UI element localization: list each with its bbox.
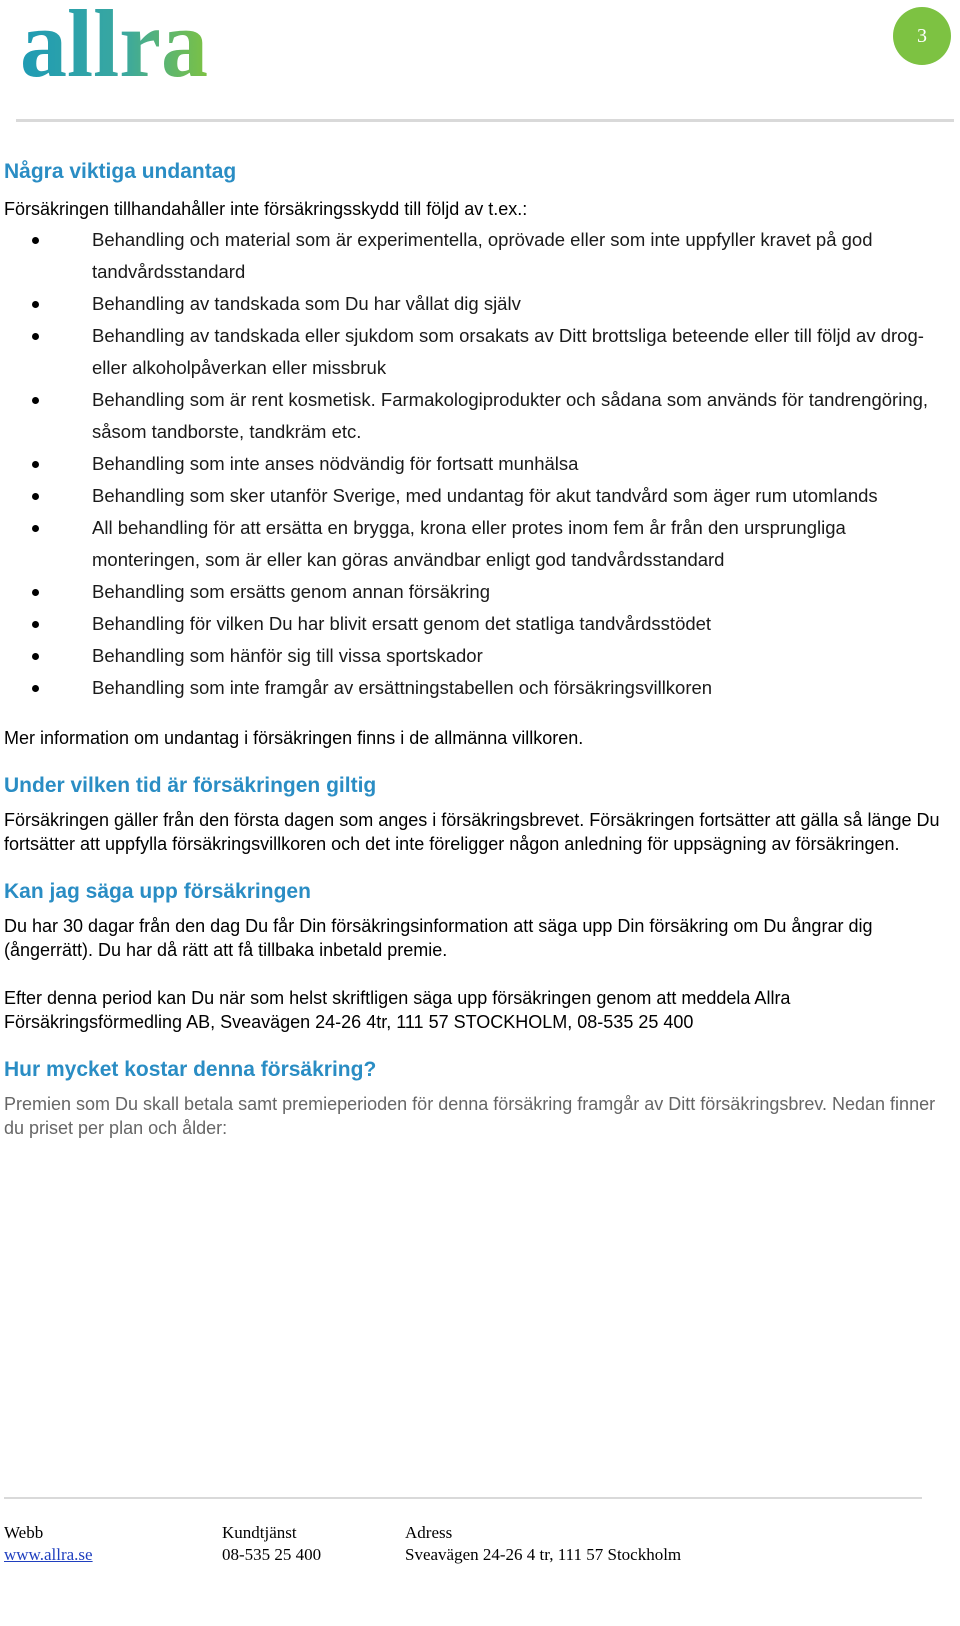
cost-text: Premien som Du skall betala samt premieperioden för denna försäkring framgår av Ditt försäkringsbrev. Nedan finner du priset per plan och ålder: — [4, 1094, 936, 1138]
section-title-validity: Under vilken tid är försäkringen giltig — [4, 774, 377, 797]
header-divider — [16, 119, 954, 122]
footer-web — [4, 1522, 93, 1566]
list-item: Behandling och material som är experimentella, oprövade eller som inte uppfyller kravet på god tandvårdsstandard — [4, 224, 954, 288]
section-title-cost: Hur mycket kostar denna försäkring? — [4, 1058, 377, 1081]
page-number-badge — [893, 7, 951, 65]
allra-logo — [20, 0, 210, 84]
footer-address-label: Adress — [405, 1523, 453, 1542]
list-item: Behandling som ersätts genom annan försäkring — [4, 576, 954, 608]
section-title-cancel: Kan jag säga upp försäkringen — [4, 880, 311, 903]
bullet-icon — [32, 333, 39, 340]
footer-service-phone: 08-535 25 400 — [222, 1545, 322, 1564]
section-title-exceptions: Några viktiga undantag — [4, 160, 237, 183]
list-item: Behandling som inte framgår av ersättningstabellen och försäkringsvillkoren — [4, 672, 954, 704]
bullet-icon — [32, 461, 39, 468]
list-item: Behandling som sker utanför Sverige, med undantag för akut tandvård som äger rum utomlands — [4, 480, 954, 512]
exceptions-more-info: Mer information om undantag i försäkringen finns i de allmänna villkoren. — [4, 728, 584, 748]
bullet-icon — [32, 589, 39, 596]
list-item: Behandling av tandskada som Du har vållat dig själv — [4, 288, 954, 320]
bullet-icon — [32, 493, 39, 500]
footer-divider — [4, 1497, 922, 1499]
exceptions-intro: Försäkringen tillhandahåller inte försäkringsskydd till följd av t.ex.: — [4, 199, 528, 219]
bullet-icon — [32, 685, 39, 692]
document-body — [4, 150, 954, 1140]
list-item: Behandling som inte anses nödvändig för fortsatt munhälsa — [4, 448, 954, 480]
list-item: Behandling som hänför sig till vissa sportskador — [4, 640, 954, 672]
bullet-icon — [32, 397, 39, 404]
footer-address — [405, 1522, 681, 1566]
footer-service — [222, 1522, 321, 1566]
cancel-text-1: Du har 30 dagar från den dag Du får Din försäkringsinformation att säga upp Din försäkring om Du ångrar dig (ångerrätt). Du har då rätt att få tillbaka inbetald premie. — [4, 916, 873, 960]
bullet-icon — [32, 301, 39, 308]
bullet-icon — [32, 237, 39, 244]
validity-text: Försäkringen gäller från den första dagen som anges i försäkringsbrevet. Försäkringen fortsätter att gälla så länge Du fortsätter att uppfylla försäkringsvillkoren och det inte föreligger någon anledning för uppsägning av försäkringen. — [4, 810, 940, 854]
bullet-icon — [32, 653, 39, 660]
list-item: All behandling för att ersätta en brygga, krona eller protes inom fem år från den ursprungliga monteringen, som är eller kan göras användbar enligt god tandvårdsstandard — [4, 512, 954, 576]
footer-address-value: Sveavägen 24-26 4 tr, 111 57 Stockholm — [405, 1545, 682, 1564]
footer-web-link[interactable]: www.allra.se — [4, 1545, 93, 1564]
svg-text:allra: allra — [20, 0, 208, 84]
list-item: Behandling av tandskada eller sjukdom som orsakats av Ditt brottsliga beteende eller till följd av drog- eller alkoholpåverkan eller missbruk — [4, 320, 954, 384]
list-item: Behandling som är rent kosmetisk. Farmakologiprodukter och sådana som används för tandrengöring, såsom tandborste, tandkräm etc. — [4, 384, 954, 448]
bullet-icon — [32, 525, 39, 532]
bullet-icon — [32, 621, 39, 628]
cancel-text-2: Efter denna period kan Du när som helst skriftligen säga upp försäkringen genom att meddela Allra Försäkringsförmedling AB, Sveavägen 24-26 4tr, 111 57 STOCKHOLM, 08-535 25 400 — [4, 988, 791, 1032]
list-item: Behandling för vilken Du har blivit ersatt genom det statliga tandvårdsstödet — [4, 608, 954, 640]
footer-service-label: Kundtjänst — [222, 1523, 297, 1542]
exceptions-list — [4, 224, 954, 704]
footer-web-label: Webb — [4, 1523, 44, 1542]
page-number: 3 — [917, 24, 927, 47]
